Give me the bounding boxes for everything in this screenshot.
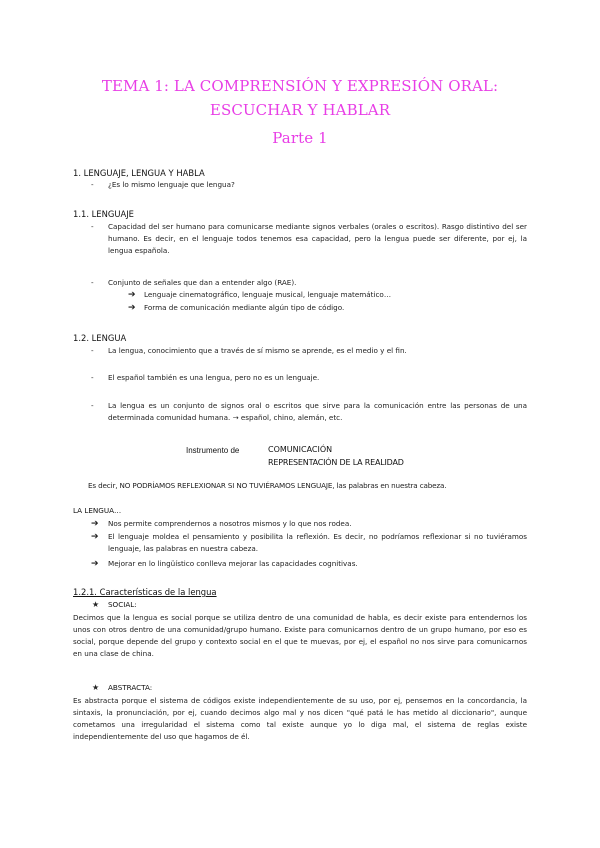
instrumento-label: Instrumento de [186, 446, 240, 455]
arrow-bullet-icon: ➔ [128, 303, 136, 313]
heading-lenguaje: 1.1. LENGUAJE [73, 209, 134, 219]
lenguaje-example-2: Forma de comunicación mediante algún tipo de código. [144, 303, 345, 312]
bullet-dash: - [91, 278, 94, 287]
la-lengua-point-2: El lenguaje moldea el pensamiento y posibilita la reflexión. Es decir, no podríamos reflexionar si no tuviéramos lenguaje, las palabras en nuestra cabeza. [108, 532, 527, 553]
bullet-dash: - [91, 222, 94, 231]
instrumento-representacion: REPRESENTACIÓN DE LA REALIDAD [268, 458, 404, 467]
social-label: SOCIAL: [108, 600, 137, 609]
question-text: ¿Es lo mismo lenguaje que lengua? [108, 180, 235, 189]
arrow-bullet-icon: ➔ [91, 559, 99, 569]
la-lengua-point-3: Mejorar en lo lingüístico conlleva mejorar las capacidades cognitivas. [108, 559, 358, 568]
es-decir-statement: Es decir, NO PODRÍAMOS REFLEXIONAR SI NO TUVIÉRAMOS LENGUAJE, las palabras en nuestra cabeza. [88, 481, 447, 490]
title-line-2: ESCUCHAR Y HABLAR [209, 101, 391, 119]
lenguaje-definition: Capacidad del ser humano para comunicarse mediante signos verbales (orales o escritos). Rasgo distintivo del ser humano. Es decir, en el lenguaje todos tenemos esa capacidad, pero la lengua puede ser diferente, por ej, la lengua española. [108, 222, 527, 255]
bullet-dash: - [91, 180, 94, 189]
la-lengua-point-1: Nos permite comprendernos a nosotros mismos y lo que nos rodea. [108, 519, 352, 528]
lengua-point-2: El español también es una lengua, pero no es un lenguaje. [108, 373, 320, 382]
lengua-point-3: La lengua es un conjunto de signos oral o escritos que sirve para la comunicación entre las personas de una determinada comunidad humana. → español, chino, alemán, etc. [108, 401, 527, 422]
bullet-dash: - [91, 373, 94, 382]
lenguaje-rae-definition: Conjunto de señales que dan a entender algo (RAE). [108, 278, 297, 287]
social-text: Decimos que la lengua es social porque se utiliza dentro de una comunidad de habla, es decir existe para entendernos los unos con otros dentro de una comunidad/grupo humano. Existe para comunicarnos dentro de un grupo humano, por eso es social, porque depende del grupo y contexto social en el que te muevas, por ej, el español no nos sirve para comunicarnos en una clase de china. [73, 613, 527, 658]
la-lengua-heading: LA LENGUA… [73, 506, 122, 515]
abstracta-text: Es abstracta porque el sistema de códigos existe independientemente de su uso, por ej, pensemos en la concordancia, la sintaxis, la pronunciación, por ej, cuando decimos algo mal y nos dicen "qué patá le has metido al diccionario", aunque cometamos una irregularidad el sistema como tal existe aunque yo lo diga mal, el sistema de reglas existe independientemente del uso que hagamos de él. [73, 696, 527, 741]
heading-section-1: 1. LENGUAJE, LENGUA Y HABLA [73, 168, 205, 178]
heading-lengua: 1.2. LENGUA [73, 333, 127, 343]
title-line-1: TEMA 1: LA COMPRENSIÓN Y EXPRESIÓN ORAL: [101, 77, 499, 95]
star-bullet-icon: ★ [92, 683, 100, 692]
arrow-bullet-icon: ➔ [91, 532, 99, 542]
arrow-bullet-icon: ➔ [128, 290, 136, 300]
bullet-dash: - [91, 346, 94, 355]
title-part: Parte 1 [272, 129, 328, 147]
arrow-bullet-icon: ➔ [91, 519, 99, 529]
abstracta-label: ABSTRACTA: [108, 683, 153, 692]
instrumento-comunicacion: COMUNICACIÓN [268, 445, 333, 454]
star-bullet-icon: ★ [92, 600, 100, 609]
bullet-dash: - [91, 401, 94, 410]
lengua-point-1: La lengua, conocimiento que a través de sí mismo se aprende, es el medio y el fin. [108, 346, 407, 355]
lenguaje-example-1: Lenguaje cinematográfico, lenguaje musical, lenguaje matemático… [144, 290, 392, 299]
heading-caracteristicas: 1.2.1. Características de la lengua [73, 587, 217, 597]
